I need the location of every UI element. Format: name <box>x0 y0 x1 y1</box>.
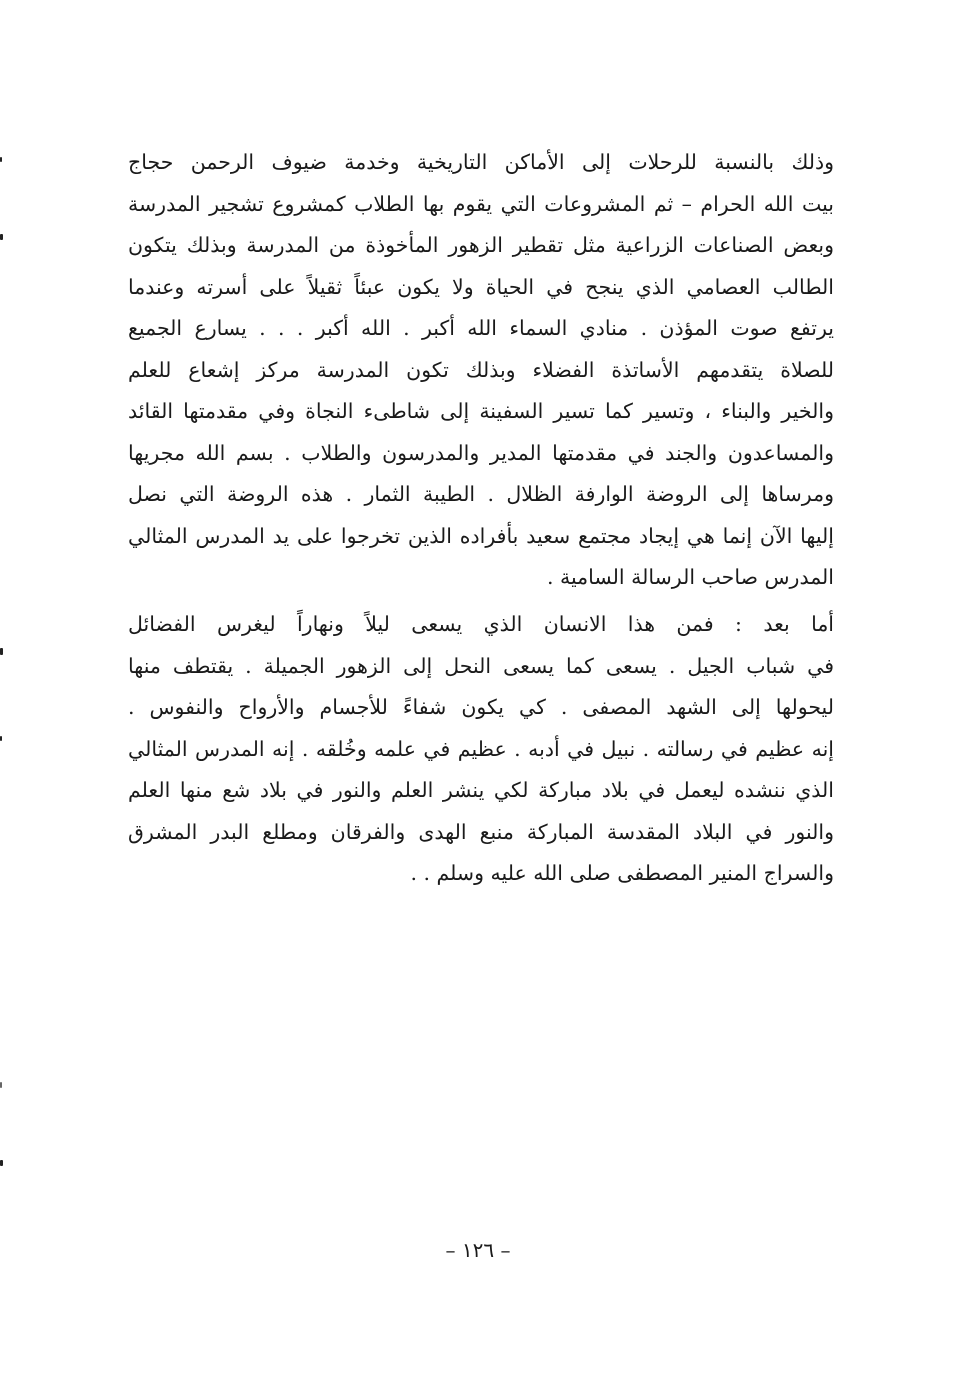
text-line: الطالب العصامي الذي ينجح في الحياة ولا يكون عبئاً ثقيلاً على أسرته وعندما <box>128 274 834 299</box>
text-line: والمساعدون والجند في مقدمتها المدير والمدرسون والطلاب . بسم الله مجريها <box>128 440 834 465</box>
text-line: للصلاة يتقدمهم الأساتذة الفضلاء وبذلك تكون المدرسة مركز إشعاع للعلم <box>128 357 834 382</box>
text-line: وبعض الصناعات الزراعية مثل تقطير الزهور المأخوذة من المدرسة وبذلك يتكون <box>128 233 834 257</box>
text-line: وذلك بالنسبة للرحلات إلى الأماكن التاريخية وخدمة ضيوف الرحمن حجاج <box>128 150 834 174</box>
scan-edge-mark <box>0 736 2 741</box>
scan-edge-mark <box>0 648 3 655</box>
text-line: والنور في البلاد المقدسة المباركة منبع الهدى والفرقان ومطلع البدر المشرق <box>128 819 834 844</box>
scan-edge-mark <box>0 1160 3 1166</box>
scan-edge-mark <box>0 1082 2 1088</box>
text-line: ومرساها إلى الروضة الوارفة الظلال . الطيبة الثمار . هذه الروضة التي نصل <box>128 482 834 506</box>
text-line: إليها الآن إنما هي إيجاد مجتمع سعيد بأفراده الذين تخرجوا على يد المدرس المثالي <box>128 523 834 548</box>
scan-edge-mark <box>0 157 2 162</box>
text-line: بيت الله الحرام – ثم المشروعات التي يقوم بها الطلاب كمشروع تشجير المدرسة <box>128 191 834 216</box>
body-paragraph-1 <box>128 142 834 599</box>
page-number: – ١٢٦ – <box>445 1238 511 1262</box>
text-line: والخير والبناء ، وتسير كما تسير السفينة إلى شاطىء النجاة وفي مقدمتها القائد <box>128 399 834 423</box>
text-line: المدرس صاحب الرسالة السامية . <box>546 565 834 589</box>
body-paragraph-2 <box>128 604 834 895</box>
text-line: إنه عظيم في رسالته . نبيل في أدبه . عظيم في علمه وخُلقه . إنه المدرس المثالي <box>128 736 834 761</box>
text-line: أما بعد : فمن هذا الانسان الذي يسعى ليلاً ونهاراً ليغرس الفضائل <box>128 612 834 636</box>
text-line: يرتفع صوت المؤذن . منادي السماء الله أكبر . الله أكبر . . . يسارع الجميع <box>128 316 834 340</box>
text-line: والسراج المنير المصطفى صلى الله عليه وسلم . . <box>410 861 834 885</box>
text-line: الذي ننشده ليعمل في بلاد مباركة لكي ينشر العلم والنور في بلاد شع منها العلم <box>128 778 834 802</box>
scan-edge-mark <box>0 234 3 240</box>
text-line: ليحولها إلى الشهد المصفى . كي يكون شفاءً للأجسام والأرواح والنفوس . <box>128 695 834 719</box>
text-line: في شباب الجيل . يسعى كما يسعى النحل إلى الزهور الجميلة . يقتطف منها <box>128 653 834 678</box>
